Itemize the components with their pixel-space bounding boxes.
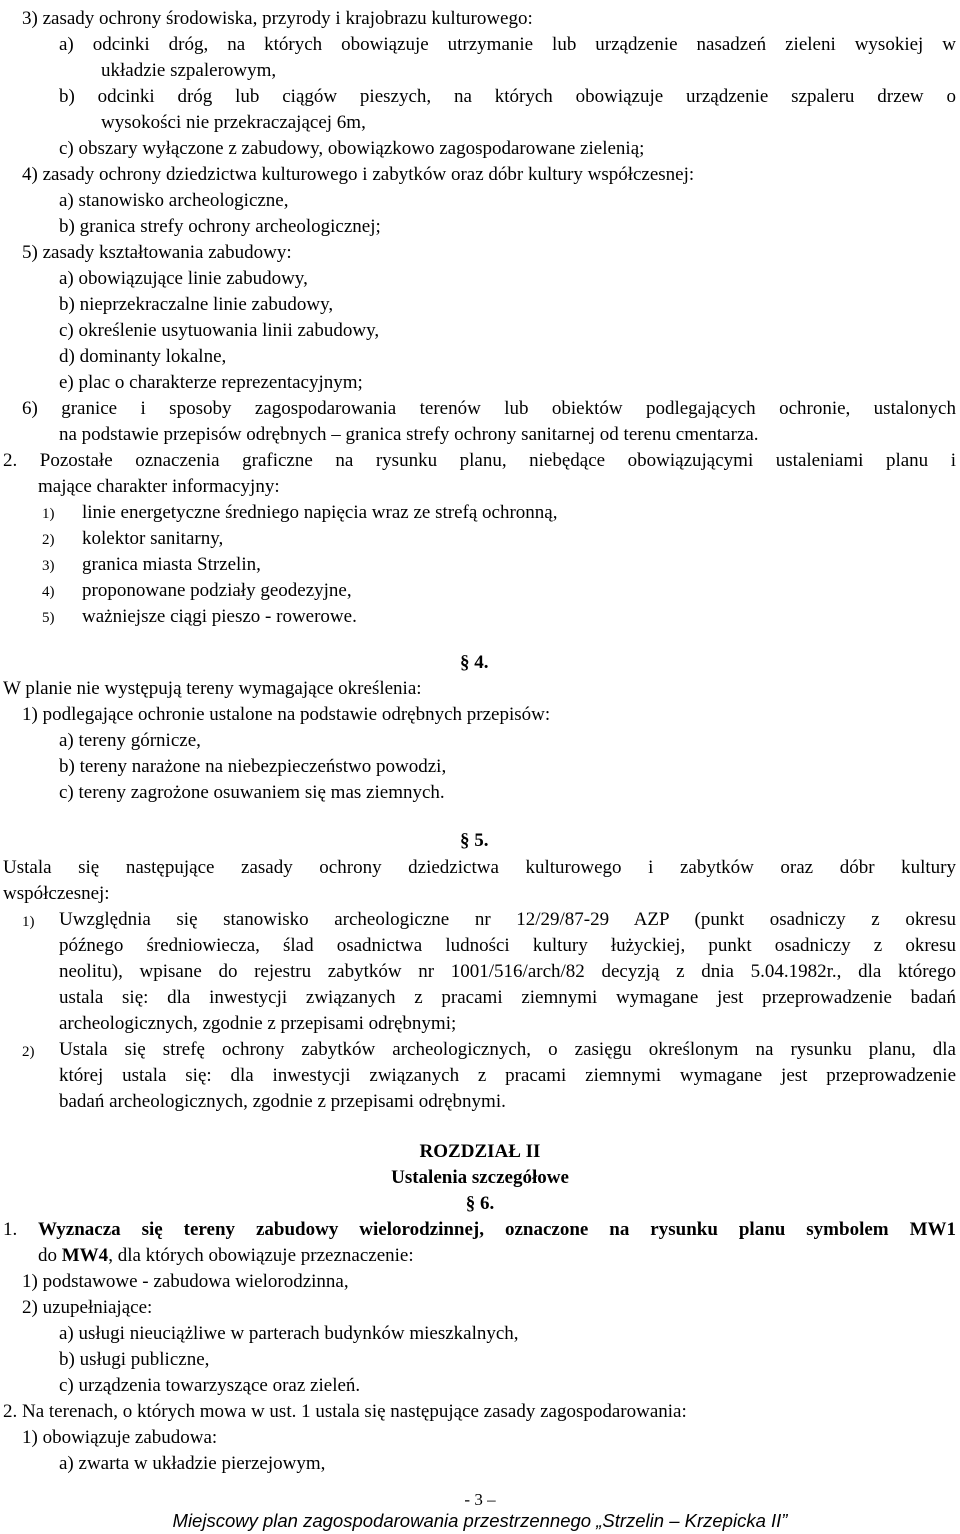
- text-line: b) nieprzekraczalne linie zabudowy,: [59, 294, 334, 315]
- text-line: 1) podstawowe - zabudowa wielorodzinna,: [22, 1271, 349, 1292]
- text-line: Ustala się następujące zasady ochrony dziedzictwa kulturowego i zabytków oraz dóbr kultury: [3, 857, 956, 878]
- list-number: 2): [22, 1044, 35, 1060]
- text-line: c) urządzenia towarzyszące oraz zieleń.: [59, 1375, 361, 1396]
- text-line: 1) podlegające ochronie ustalone na podstawie odrębnych przepisów:: [22, 704, 551, 725]
- section-heading: § 4.: [460, 652, 489, 673]
- text-line: której ustala się: dla inwestycji związanych z pracami ziemnymi wymagane jest przeprowadzenie: [59, 1065, 956, 1086]
- text-line: współczesnej:: [3, 883, 110, 904]
- text-line: c) określenie usytuowania linii zabudowy,: [59, 320, 380, 341]
- text-line: e) plac o charakterze reprezentacyjnym;: [59, 372, 363, 393]
- text-line: b) tereny narażone na niebezpieczeństwo powodzi,: [59, 756, 447, 777]
- text-line: b) odcinki dróg lub ciągów pieszych, na których obowiązuje urządzenie szpaleru drzew o: [59, 86, 956, 107]
- text-line: c) tereny zagrożone osuwaniem się mas ziemnych.: [59, 782, 445, 803]
- chapter-title: ROZDZIAŁ II: [419, 1141, 541, 1162]
- text-line: granica miasta Strzelin,: [82, 554, 261, 575]
- text-line: a) odcinki dróg, na których obowiązuje utrzymanie lub urządzenie nasadzeń zieleni wysokiej w: [59, 34, 956, 55]
- text-line: a) tereny górnicze,: [59, 730, 201, 751]
- text-line: Uwzględnia się stanowisko archeologiczne nr 12/29/87-29 AZP (punkt osadniczy z okresu: [59, 909, 956, 930]
- text-line: 3) zasady ochrony środowiska, przyrody i krajobrazu kulturowego:: [22, 8, 533, 29]
- list-number: 2): [42, 532, 55, 548]
- section-heading: § 5.: [460, 830, 489, 851]
- text-line: Ustala się strefę ochrony zabytków archeologicznych, o zasięgu określonym na rysunku planu, dla: [59, 1039, 956, 1060]
- text-line: 2) uzupełniające:: [22, 1297, 153, 1318]
- text-line: 1) obowiązuje zabudowa:: [22, 1427, 218, 1448]
- footer-title: Miejscowy plan zagospodarowania przestrzennego „Strzelin – Krzepicka II”: [172, 1510, 788, 1531]
- text-line: ważniejsze ciągi pieszo - rowerowe.: [82, 606, 357, 627]
- text-line: archeologicznych, zgodnie z przepisami odrębnymi;: [59, 1013, 457, 1034]
- text-line: neolitu), wpisane do rejestru zabytków nr 1001/516/arch/82 decyzją z dnia 5.04.1982r., dla którego: [59, 961, 956, 982]
- text-line: mające charakter informacyjny:: [38, 476, 280, 497]
- page-number: - 3 –: [464, 1490, 496, 1509]
- text-line: wysokości nie przekraczającej 6m,: [101, 112, 366, 133]
- text-line: ustala się: dla inwestycji związanych z pracami ziemnymi wymagane jest przeprowadzenie badań: [59, 987, 956, 1008]
- list-number: 1.: [3, 1219, 18, 1240]
- text-line: 6) granice i sposoby zagospodarowania terenów lub obiektów podlegających ochronie, ustalonych: [22, 398, 956, 419]
- text-line: 2. Na terenach, o których mowa w ust. 1 ustala się następujące zasady zagospodarowania:: [3, 1401, 687, 1422]
- list-number: 4): [42, 584, 55, 600]
- chapter-subtitle: Ustalenia szczegółowe: [391, 1167, 569, 1188]
- text-line: badań archeologicznych, zgodnie z przepisami odrębnymi.: [59, 1091, 506, 1112]
- text-line: a) zwarta w układzie pierzejowym,: [59, 1453, 326, 1474]
- section-heading: § 6.: [465, 1193, 495, 1214]
- list-number: 1): [42, 506, 55, 522]
- text-line: do MW4, dla których obowiązuje przeznaczenie:: [38, 1245, 414, 1266]
- text-line: a) obowiązujące linie zabudowy,: [59, 268, 308, 289]
- list-number: 3): [42, 558, 55, 574]
- text-line: linie energetyczne średniego napięcia wraz ze strefą ochronną,: [82, 502, 558, 523]
- text-line: b) granica strefy ochrony archeologicznej;: [59, 216, 381, 237]
- text-line: W planie nie występują tereny wymagające określenia:: [3, 678, 422, 699]
- text-line: Wyznacza się tereny zabudowy wielorodzinnej, oznaczone na rysunku planu symbolem MW1: [38, 1219, 956, 1240]
- text-line: układzie szpalerowym,: [101, 60, 277, 81]
- text-line: na podstawie przepisów odrębnych – granica strefy ochrony sanitarnej od terenu cmentarza.: [59, 424, 759, 445]
- text-line: a) usługi nieuciążliwe w parterach budynków mieszkalnych,: [59, 1323, 519, 1344]
- text-line: a) stanowisko archeologiczne,: [59, 190, 289, 211]
- list-number: 1): [22, 914, 35, 930]
- text-line: b) usługi publiczne,: [59, 1349, 210, 1370]
- text-line: d) dominanty lokalne,: [59, 346, 227, 367]
- text-line: 4) zasady ochrony dziedzictwa kulturowego i zabytków oraz dóbr kultury współczesnej:: [22, 164, 695, 185]
- text-line: późnego średniowiecza, ślad osadnictwa ludności kultury łużyckiej, punkt osadniczy z okresu: [59, 935, 956, 956]
- text-line: proponowane podziały geodezyjne,: [82, 580, 352, 601]
- list-number: 5): [42, 610, 55, 626]
- text-line: 2. Pozostałe oznaczenia graficzne na rysunku planu, niebędące obowiązującymi ustaleniami planu i: [3, 450, 956, 471]
- text-line: kolektor sanitarny,: [82, 528, 224, 549]
- text-line: c) obszary wyłączone z zabudowy, obowiązkowo zagospodarowane zielenią;: [59, 138, 645, 159]
- text-line: 5) zasady kształtowania zabudowy:: [22, 242, 292, 263]
